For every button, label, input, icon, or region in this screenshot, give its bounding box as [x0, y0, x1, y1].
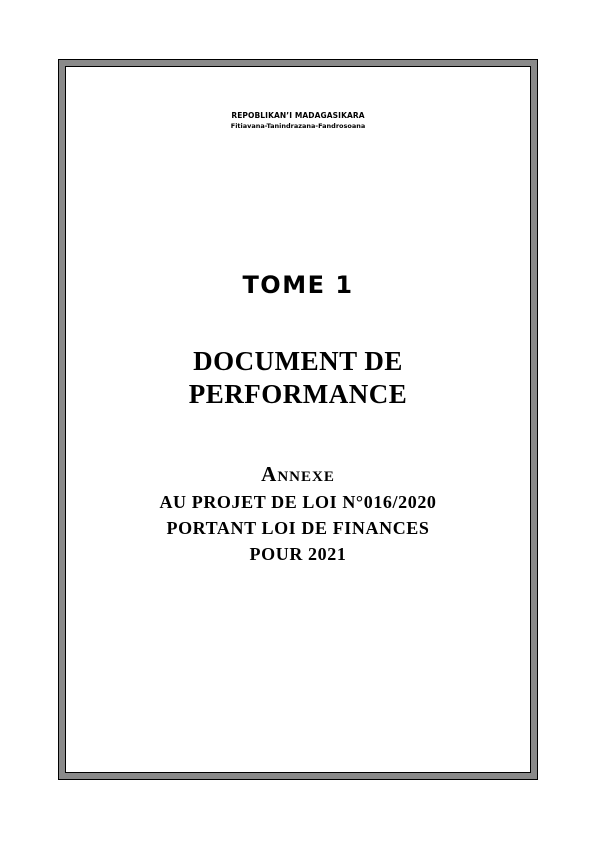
document-title-line-2: PERFORMANCE — [188, 379, 408, 409]
document-title — [66, 345, 530, 411]
tome-label: TOME 1 — [242, 271, 354, 299]
cover-page — [65, 66, 531, 773]
header — [66, 110, 530, 132]
page-border — [58, 59, 538, 780]
annexe-block — [66, 461, 530, 567]
annexe-title: Annexe — [261, 462, 335, 486]
national-motto: Fitiavana-Tanindrazana-Fandrosoana — [230, 122, 366, 130]
annexe-line-1: AU PROJET DE LOI N°016/2020 — [159, 492, 437, 512]
country-name: REPOBLIKAN’I MADAGASIKARA — [231, 111, 365, 120]
annexe-line-2: PORTANT LOI DE FINANCES — [166, 518, 430, 538]
document-title-line-1: DOCUMENT DE — [193, 346, 403, 376]
annexe-line-3: POUR 2021 — [249, 544, 347, 564]
